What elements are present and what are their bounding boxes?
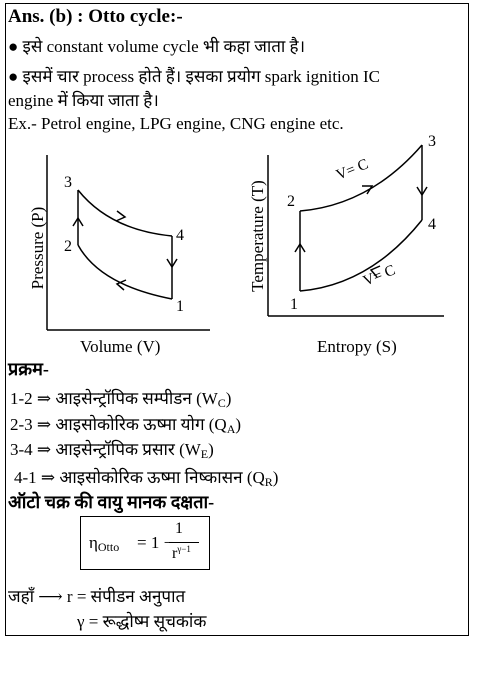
processes-heading: प्रक्रम-: [8, 359, 49, 379]
pv-point-1: 1: [176, 298, 184, 315]
process-step: 4-1 ⇒: [14, 468, 56, 487]
process-close: ): [208, 440, 214, 459]
process-2-3: [10, 412, 241, 437]
process-name: आइसेन्ट्रॉपिक प्रसार: [55, 440, 175, 459]
pv-point-4: 4: [176, 227, 184, 244]
formula-eta: η: [89, 533, 98, 552]
process-subscript: E: [200, 447, 209, 461]
process-symbol: (W: [179, 440, 201, 459]
pv-curve-1-2: [78, 245, 172, 299]
process-name: आइसेन्ट्रॉपिक सम्पीडन: [55, 389, 192, 408]
examples-line: Ex.- Petrol engine, LPG engine, CNG engine etc.: [8, 114, 344, 133]
process-symbol: (W: [196, 389, 218, 408]
efficiency-heading: ऑटो चक्र की वायु मानक दक्षता-: [8, 492, 215, 512]
formula-eta-subscript: Otto: [97, 540, 120, 554]
process-step: 1-2 ⇒: [10, 389, 52, 408]
process-close: ): [272, 468, 279, 487]
ts-curve-1-4: [300, 220, 422, 291]
pv-curve-3-4: [78, 190, 172, 236]
process-name: आइसोकोरिक ऊष्मा योग: [55, 415, 205, 434]
formula-equals: = 1 −: [137, 533, 174, 552]
ts-x-label: Entropy (S): [317, 337, 397, 356]
process-1-2: [10, 386, 231, 411]
process-symbol: (Q: [246, 468, 265, 487]
process-4-1: [14, 465, 278, 490]
pv-y-label: Pressure (P): [28, 206, 47, 290]
ts-y-label: Temperature (T): [248, 180, 267, 292]
process-subscript: R: [264, 475, 273, 489]
ts-point-1: 1: [290, 296, 298, 313]
process-step: 3-4 ⇒: [10, 440, 52, 459]
process-subscript: A: [226, 422, 236, 436]
ts-upper-isochore-label: V= C: [334, 156, 371, 184]
bullet-line-1: ● इसे constant volume cycle भी कहा जाता है।: [8, 37, 306, 56]
process-3-4: [10, 437, 214, 462]
pv-point-3: 3: [64, 174, 72, 191]
pv-x-label: Volume (V): [80, 337, 161, 356]
bullet-line-3: engine में किया जाता है।: [8, 91, 159, 110]
ts-point-2: 2: [287, 193, 295, 210]
answer-heading: Ans. (b) : Otto cycle:-: [8, 6, 183, 27]
process-symbol: (Q: [208, 415, 227, 434]
formula-r: r: [172, 545, 178, 562]
pv-point-2: 2: [64, 238, 72, 255]
formula-denominator: [172, 544, 191, 563]
formula-lhs: [89, 533, 119, 555]
efficiency-formula: [80, 516, 210, 570]
fraction-bar: [169, 542, 199, 543]
formula-numerator: 1: [175, 520, 183, 537]
ts-point-4: 4: [428, 216, 436, 233]
gamma-line: γ = रूद्धोष्म सूचकांक: [77, 612, 207, 631]
formula-exponent: γ−1: [177, 544, 191, 554]
ts-lower-isochore-label: V= C: [361, 262, 398, 290]
process-name: आइसोकोरिक ऊष्मा निष्कासन: [59, 468, 243, 487]
bullet-line-2: ● इसमें चार process होते हैं। इसका प्रयोग spark ignition IC: [8, 67, 381, 86]
where-line: जहाँ ⟶ r = संपीडन अनुपात: [8, 587, 186, 606]
process-close: ): [235, 415, 242, 434]
process-close: ): [225, 389, 232, 408]
process-step: 2-3 ⇒: [10, 415, 52, 434]
process-subscript: C: [217, 396, 226, 410]
ts-curve-2-3: [300, 145, 422, 211]
pv-arrow-3-4: [116, 211, 125, 221]
ts-point-3: 3: [428, 133, 436, 150]
